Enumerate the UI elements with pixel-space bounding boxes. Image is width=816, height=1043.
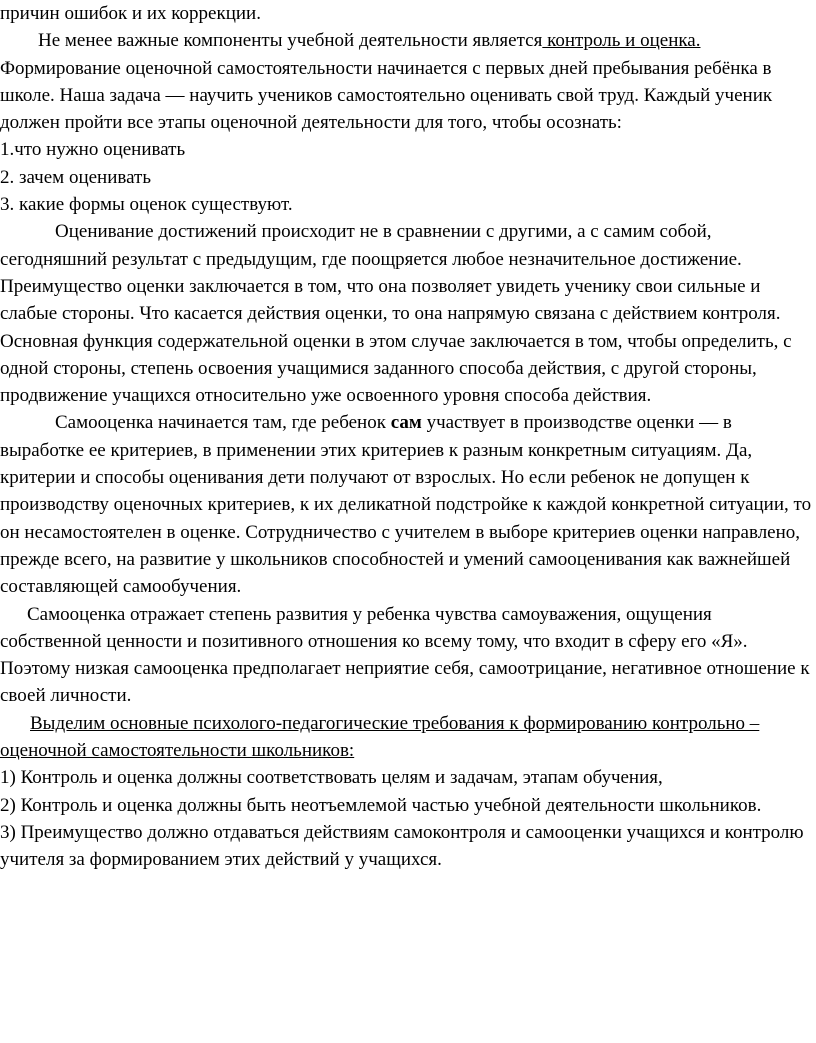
- paragraph-control-assessment: [0, 27, 814, 136]
- paragraph-self-assessment-lead: Самооценка начинается там, где ребенок: [55, 412, 391, 434]
- paragraph-achievement-assessment: Оценивание достижений происходит не в сравнении с другими, а с самим собой, сегодняшний результат с предыдущим, где поощряется любое незначительное достижение. Преимущество оценки заключается в том, что она позволяет увидеть ученику свои сильные и слабые стороны. Что касается действия оценки, то она напрямую связана с действием контроля. Основная функция содержательной оценки в этом случае заключается в том, чтобы определить, с одной стороны, степень освоения учащимися заданного способа действия, с другой стороны, продвижение учащихся относительно уже освоенного уровня способа действия.: [0, 221, 792, 407]
- requirement-item-3: 3) Преимущество должно отдаваться действиям самоконтроля и самооценки учащихся и контролю учителя за формированием этих действий у учащихся.: [0, 821, 804, 871]
- paragraph-intro-tail: причин ошибок и их коррекции.: [0, 3, 261, 24]
- paragraph-control-assessment-rest: Формирование оценочной самостоятельности начинается с первых дней пребывания ребёнка в школе. Наша задача — научить учеников самостоятельно оценивать свой труд. Каждый ученик должен пройти все этапы оценочной деятельности для того, чтобы осознать:: [0, 57, 773, 134]
- requirement-item-1: 1) Контроль и оценка должны соответствовать целям и задачам, этапам обучения,: [0, 767, 663, 789]
- list-item-why-assess: 2. зачем оценивать: [0, 166, 152, 188]
- paragraph-control-assessment-lead: Не менее важные компоненты учебной деятельности является: [38, 30, 543, 52]
- requirement-item-2: 2) Контроль и оценка должны быть неотъемлемой частью учебной деятельности школьников.: [0, 794, 762, 816]
- bold-word-sam: сам: [390, 412, 422, 434]
- underlined-term-control-assessment: контроль и оценка.: [542, 30, 701, 52]
- paragraph-self-assessment-start: [0, 409, 814, 600]
- list-item-assessment-forms: 3. какие формы оценок существуют.: [0, 194, 293, 216]
- list-item-what-to-assess: 1.что нужно оценивать: [0, 139, 186, 161]
- paragraph-requirements-heading: Выделим основные психолого-педагогические требования к формированию контрольно – оценочной самостоятельности школьников:: [0, 712, 760, 762]
- paragraph-self-assessment-rest: участвует в производстве оценки — в выработке ее критериев, в применении этих критериев к разным конкретным ситуациям. Да, критерии и способы оценивания дети получают от взрослых. Но если ребенок не допущен к производству оценочных критериев, к их деликатной подстройке к каждой конкретной ситуации, то он несамостоятелен в оценке. Сотрудничество с учителем в выборе критериев оценки направлено, прежде всего, на развитие у школьников способностей и умений самооценивания как важнейшей составляющей самообучения.: [0, 412, 812, 598]
- paragraph-self-esteem: Самооценка отражает степень развития у ребенка чувства самоуважения, ощущения собственной ценности и позитивного отношения ко всему тому, что входит в сферу его «Я». Поэтому низкая самооценка предполагает неприятие себя, самоотрицание, негативное отношение к своей личности.: [0, 603, 810, 707]
